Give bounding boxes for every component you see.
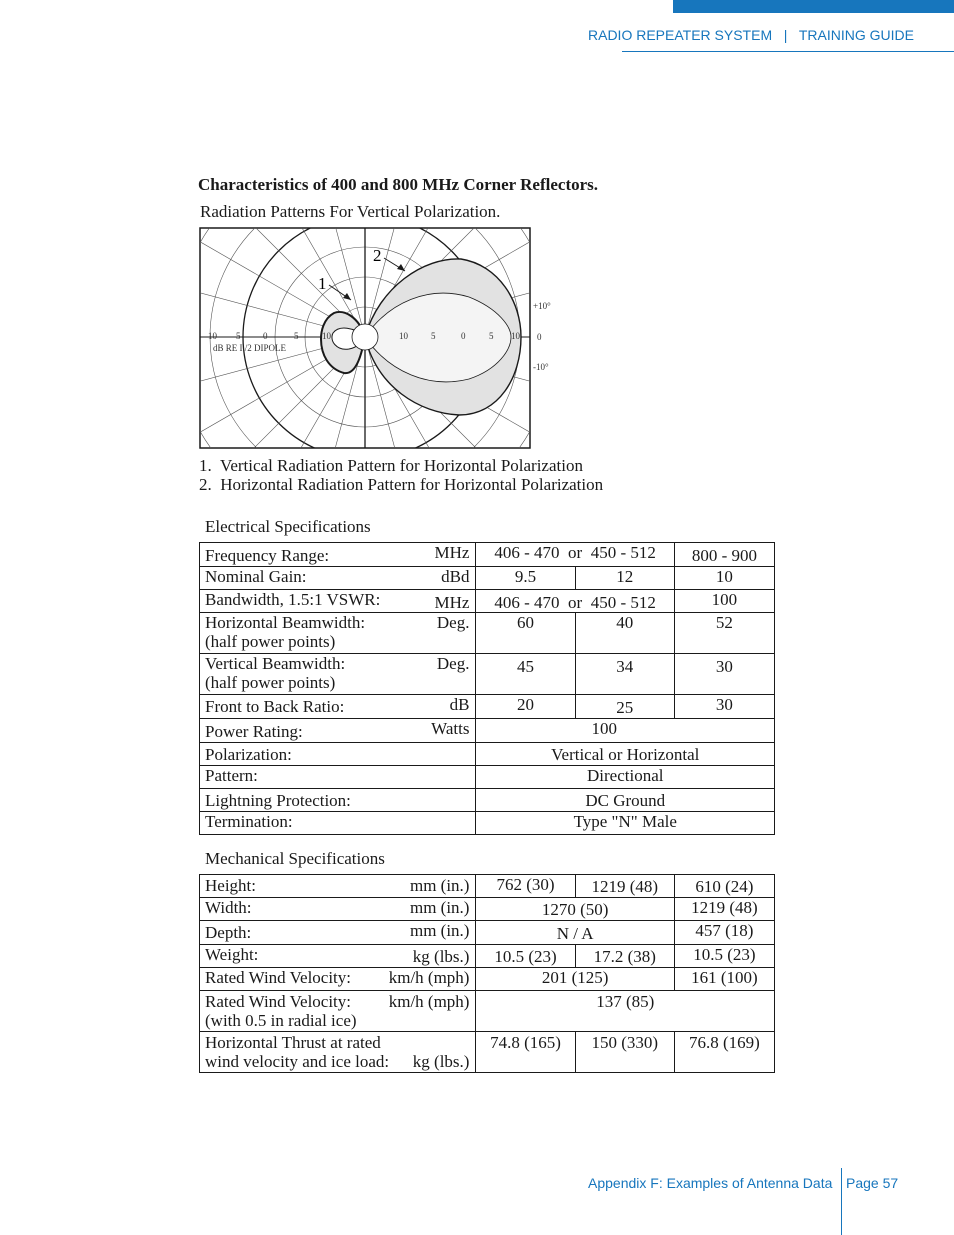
cell: 76.8 (169) [688,1033,760,1052]
row-label: Depth: [205,923,252,942]
cell: 10.5 (23) [494,947,557,966]
section-title: Characteristics of 400 and 800 MHz Corner Reflectors. [198,175,599,194]
row-unit: mm (in.) [409,876,470,895]
cell: 201 (125) [541,968,609,987]
cell: 100 [711,590,738,609]
row-label: Lightning Protection: [205,791,351,810]
row-label: Horizontal Thrust at rated [205,1033,381,1052]
row-label: Rated Wind Velocity: [205,992,352,1011]
row-sublabel: (half power points) [205,673,336,692]
cell: 800 - 900 [691,546,757,565]
angle-label-minus10: -10° [533,362,549,372]
scale-left-4: 10 [322,331,331,341]
scale-left-2: 0 [263,331,268,341]
cell: 30 [715,657,733,676]
cell: 30 [715,695,733,714]
row-label: Width: [205,898,252,917]
row-unit: Watts [431,719,470,738]
cell: 762 (30) [496,875,555,894]
cell: 9.5 [514,567,537,586]
caption-2: 2. Horizontal Radiation Pattern for Horizontal Polarization [199,475,604,494]
table-row [200,875,775,898]
row-unit: Deg. [436,654,470,673]
cell: 17.2 (38) [593,947,656,966]
scale-right-3: 5 [489,331,494,341]
row-sublabel: (half power points) [205,632,336,651]
row-unit: Deg. [436,613,470,632]
row-unit: km/h (mph) [388,968,470,987]
cell: Directional [587,766,664,785]
row-label: Height: [205,876,256,895]
scale-left-3: 5 [294,331,299,341]
cell: 1219 (48) [591,877,659,896]
cell: Type "N" Male [573,812,677,831]
scale-left-1: 5 [236,331,241,341]
table-row [200,812,775,835]
row-label: Nominal Gain: [205,567,307,586]
scale-right-1: 5 [431,331,436,341]
cell: 60 [517,613,535,632]
table-row [200,766,775,789]
row-label: Front to Back Ratio: [205,697,345,716]
cell: Vertical or Horizontal [551,745,700,764]
row-label: Polarization: [205,745,292,764]
pattern-label-1: 1 [318,274,327,293]
table-row [200,991,775,1032]
row-unit: dBd [441,567,470,586]
row-label: Vertical Beamwidth: [205,654,346,673]
cell: 150 (330) [591,1033,659,1052]
table-row [200,719,775,743]
footer-appendix: Appendix F: Examples of Antenna Data [588,1175,833,1191]
table-row [200,945,775,968]
chart-subtitle: Radiation Patterns For Vertical Polarization. [200,202,501,221]
cell: 161 (100) [691,968,758,987]
table-row [200,543,775,567]
pattern-label-2: 2 [373,246,382,265]
row-label: Termination: [205,812,293,831]
row-label: Pattern: [205,766,258,785]
electrical-table [199,542,775,835]
table-row [200,789,775,812]
cell: N / A [556,924,594,943]
scale-right-0: 10 [399,331,408,341]
row-sublabel: (with 0.5 in radial ice) [205,1011,357,1030]
scale-right-2: 0 [461,331,466,341]
cell: 45 [517,657,535,676]
row-unit: mm (in.) [409,921,470,940]
running-header: RADIO REPEATER SYSTEM | TRAINING GUIDE [588,27,914,43]
cell: 100 [591,719,617,738]
cell: 1270 (50) [541,900,609,919]
cell: 457 (18) [695,921,754,940]
angle-label-zero: 0 [537,332,542,342]
scale-right-4: 10 [511,331,520,341]
table-row [200,743,775,766]
table-row [200,968,775,991]
cell: 20 [517,695,535,714]
row-unit: kg (lbs.) [412,947,470,966]
row-unit: km/h (mph) [388,992,470,1011]
row-label: Horizontal Beamwidth: [205,613,366,632]
cell: 137 (85) [596,992,655,1011]
row-unit: kg (lbs.) [412,1052,470,1071]
row-label: Frequency Range: [205,546,330,565]
table-row [200,921,775,945]
table-row [200,898,775,921]
cell: 10 [715,567,733,586]
page-number: Page 57 [846,1175,899,1191]
table-row [200,567,775,590]
cell: 12 [616,567,634,586]
row-unit: dB [449,695,470,714]
cell: 1219 (48) [691,898,758,917]
table-row [200,613,775,654]
caption-1: 1. Vertical Radiation Pattern for Horizontal Polarization [199,456,583,475]
row-label: Bandwidth, 1.5:1 VSWR: [205,590,381,609]
table-row [200,654,775,695]
mechanical-table [199,874,775,1073]
cell: 40 [616,613,634,632]
row-sublabel: wind velocity and ice load: [205,1052,390,1071]
electrical-title: Electrical Specifications [205,517,371,536]
cell: 406 - 470 or 450 - 512 [494,593,656,612]
cell: 74.8 (165) [490,1033,561,1052]
origin-circle [352,324,378,350]
table-row [200,1032,775,1073]
cell: 610 (24) [695,877,754,896]
mechanical-title: Mechanical Specifications [205,849,385,868]
cell: 52 [715,613,733,632]
cell: 406 - 470 or 450 - 512 [494,543,656,562]
header-rule [622,51,954,52]
table-row [200,695,775,719]
row-label: Power Rating: [205,722,303,741]
table-row [200,590,775,613]
row-label: Weight: [205,945,259,964]
scale-caption: dB RE I /2 DIPOLE [213,343,286,353]
cell: 34 [616,657,634,676]
row-unit: MHz [434,593,470,612]
scale-left-0: 10 [208,331,217,341]
header-bar [673,0,954,13]
chart-captions [199,456,603,494]
row-label: Rated Wind Velocity: [205,968,352,987]
radiation-pattern-chart [199,227,559,452]
cell: 25 [616,698,634,717]
row-unit: mm (in.) [409,898,470,917]
footer-divider [841,1168,842,1235]
cell: DC Ground [585,791,666,810]
angle-label-plus10: +10° [533,301,551,311]
cell: 10.5 (23) [693,945,756,964]
row-unit: MHz [434,543,470,562]
